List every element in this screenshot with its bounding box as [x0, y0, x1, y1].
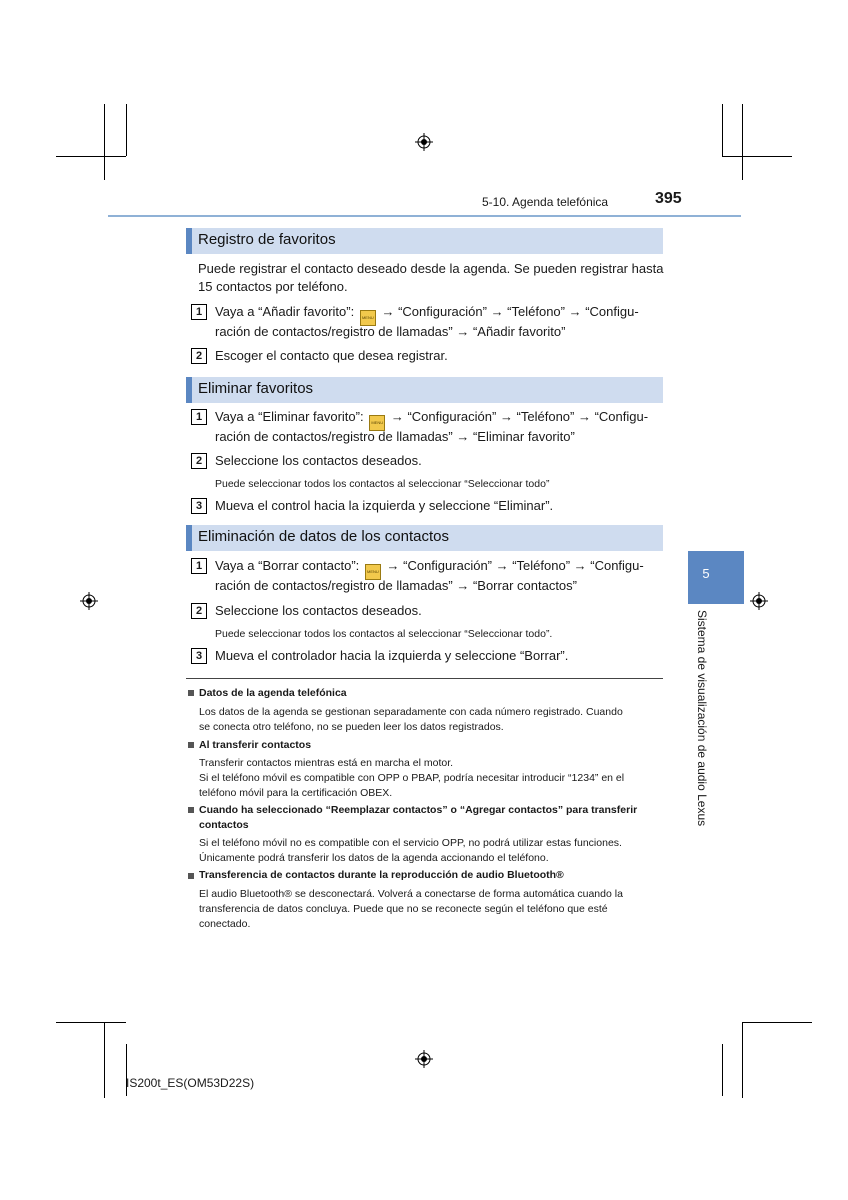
chapter-tab	[688, 551, 744, 604]
section-title: Eliminación de datos de los contactos	[198, 528, 449, 545]
menu-button-icon: MENU	[369, 415, 385, 431]
registration-mark-icon	[415, 1050, 433, 1068]
page-number: 395	[655, 190, 682, 207]
step-note: Puede seleccionar todos los contactos al seleccionar “Seleccionar todo”	[215, 478, 550, 490]
step-text: Mueva el controlador hacia la izquierda y seleccione “Borrar”.	[215, 648, 569, 663]
step-text: ración de contactos/registro de llamadas” → “Añadir favorito”	[215, 324, 566, 339]
step-text: ración de contactos/registro de llamadas” → “Eliminar favorito”	[215, 429, 575, 444]
note-line: Si el teléfono móvil no es compatible con el servicio OPP, no podrá utilizar estas funciones.	[199, 837, 622, 849]
section-title: Eliminar favoritos	[198, 380, 314, 397]
crop-mark	[722, 156, 792, 157]
note-line: Si el teléfono móvil es compatible con OPP o PBAP, podría necesitar introducir “1234” en el	[199, 772, 625, 784]
step-text-part: Vaya a “Añadir favorito”:	[215, 304, 355, 319]
crop-mark	[742, 104, 743, 180]
paragraph-line: 15 contactos por teléfono.	[198, 279, 348, 294]
note-line: Transferir contactos mientras está en marcha el motor.	[199, 757, 454, 769]
bullet-square-icon	[188, 807, 194, 813]
menu-button-icon: MENU	[360, 310, 376, 326]
note-heading: Cuando ha seleccionado “Reemplazar contactos” o “Agregar contactos” para transferir	[199, 804, 638, 816]
step-text: Seleccione los contactos deseados.	[215, 453, 422, 468]
registration-mark-icon	[80, 592, 98, 610]
section-title-bar	[186, 525, 663, 551]
step-text: ración de contactos/registro de llamadas” → “Borrar contactos”	[215, 578, 577, 593]
note-line: Únicamente podrá transferir los datos de la agenda accionando el teléfono.	[199, 852, 549, 864]
note-line: El audio Bluetooth® se desconectará. Volverá a conectarse de forma automática cuando la	[199, 888, 623, 900]
step-text: Mueva el control hacia la izquierda y seleccione “Eliminar”.	[215, 498, 554, 513]
crop-mark	[742, 1022, 743, 1098]
note-line: Los datos de la agenda se gestionan separadamente con cada número registrado. Cuando	[199, 706, 623, 718]
crop-mark	[104, 1022, 105, 1098]
chapter-label: Sistema de visualización de audio Lexus	[695, 610, 709, 827]
crop-mark	[56, 156, 126, 157]
step-number: 2	[191, 348, 207, 364]
section-title: Registro de favoritos	[198, 231, 336, 248]
step-text-part: Vaya a “Borrar contacto”:	[215, 558, 360, 573]
note-heading: Al transferir contactos	[199, 739, 312, 751]
step-number: 3	[191, 498, 207, 514]
step-number: 1	[191, 304, 207, 320]
step-note: Puede seleccionar todos los contactos al seleccionar “Seleccionar todo”.	[215, 628, 553, 640]
note-heading: Transferencia de contactos durante la reproducción de audio Bluetooth®	[199, 869, 564, 881]
step-number: 1	[191, 558, 207, 574]
note-line: teléfono móvil para la certificación OBEX.	[199, 787, 393, 799]
notes-separator	[186, 678, 663, 679]
step-number: 2	[191, 603, 207, 619]
crop-mark	[722, 104, 723, 156]
crop-mark	[722, 1044, 723, 1096]
paragraph-line: Puede registrar el contacto deseado desde la agenda. Se pueden registrar hasta	[198, 261, 664, 276]
step-text-part: → “Configuración” → “Teléfono” → “Configu-	[390, 409, 649, 424]
crop-mark	[742, 1022, 812, 1023]
step-number: 3	[191, 648, 207, 664]
step-number: 1	[191, 409, 207, 425]
section-title-bar	[186, 228, 663, 254]
bullet-square-icon	[188, 690, 194, 696]
registration-mark-icon	[415, 133, 433, 151]
step-number: 2	[191, 453, 207, 469]
section-title-bar	[186, 377, 663, 403]
crop-mark	[104, 104, 105, 180]
note-heading: Datos de la agenda telefónica	[199, 687, 347, 699]
menu-button-icon: MENU	[365, 564, 381, 580]
section-heading: 5-10. Agenda telefónica	[482, 195, 609, 209]
step-text: Escoger el contacto que desea registrar.	[215, 348, 448, 363]
note-heading: contactos	[199, 819, 249, 831]
footer-code: IS200t_ES(OM53D22S)	[126, 1076, 255, 1090]
note-line: transferencia de datos concluya. Puede que no se reconecte según el teléfono que esté	[199, 903, 608, 915]
registration-mark-icon	[750, 592, 768, 610]
crop-mark	[126, 104, 127, 156]
header-rule	[108, 215, 741, 217]
chapter-number: 5	[702, 566, 710, 581]
step-text-part: → “Configuración” → “Teléfono” → “Configu-	[386, 558, 644, 573]
note-line: se conecta otro teléfono, no se pueden leer los datos registrados.	[199, 721, 504, 733]
step-text-part: Vaya a “Eliminar favorito”:	[215, 409, 364, 424]
bullet-square-icon	[188, 742, 194, 748]
bullet-square-icon	[188, 873, 194, 879]
note-line: conectado.	[199, 918, 251, 930]
step-text: Seleccione los contactos deseados.	[215, 603, 422, 618]
crop-mark	[56, 1022, 126, 1023]
step-text-part: → “Configuración” → “Teléfono” → “Configu-	[381, 304, 639, 319]
